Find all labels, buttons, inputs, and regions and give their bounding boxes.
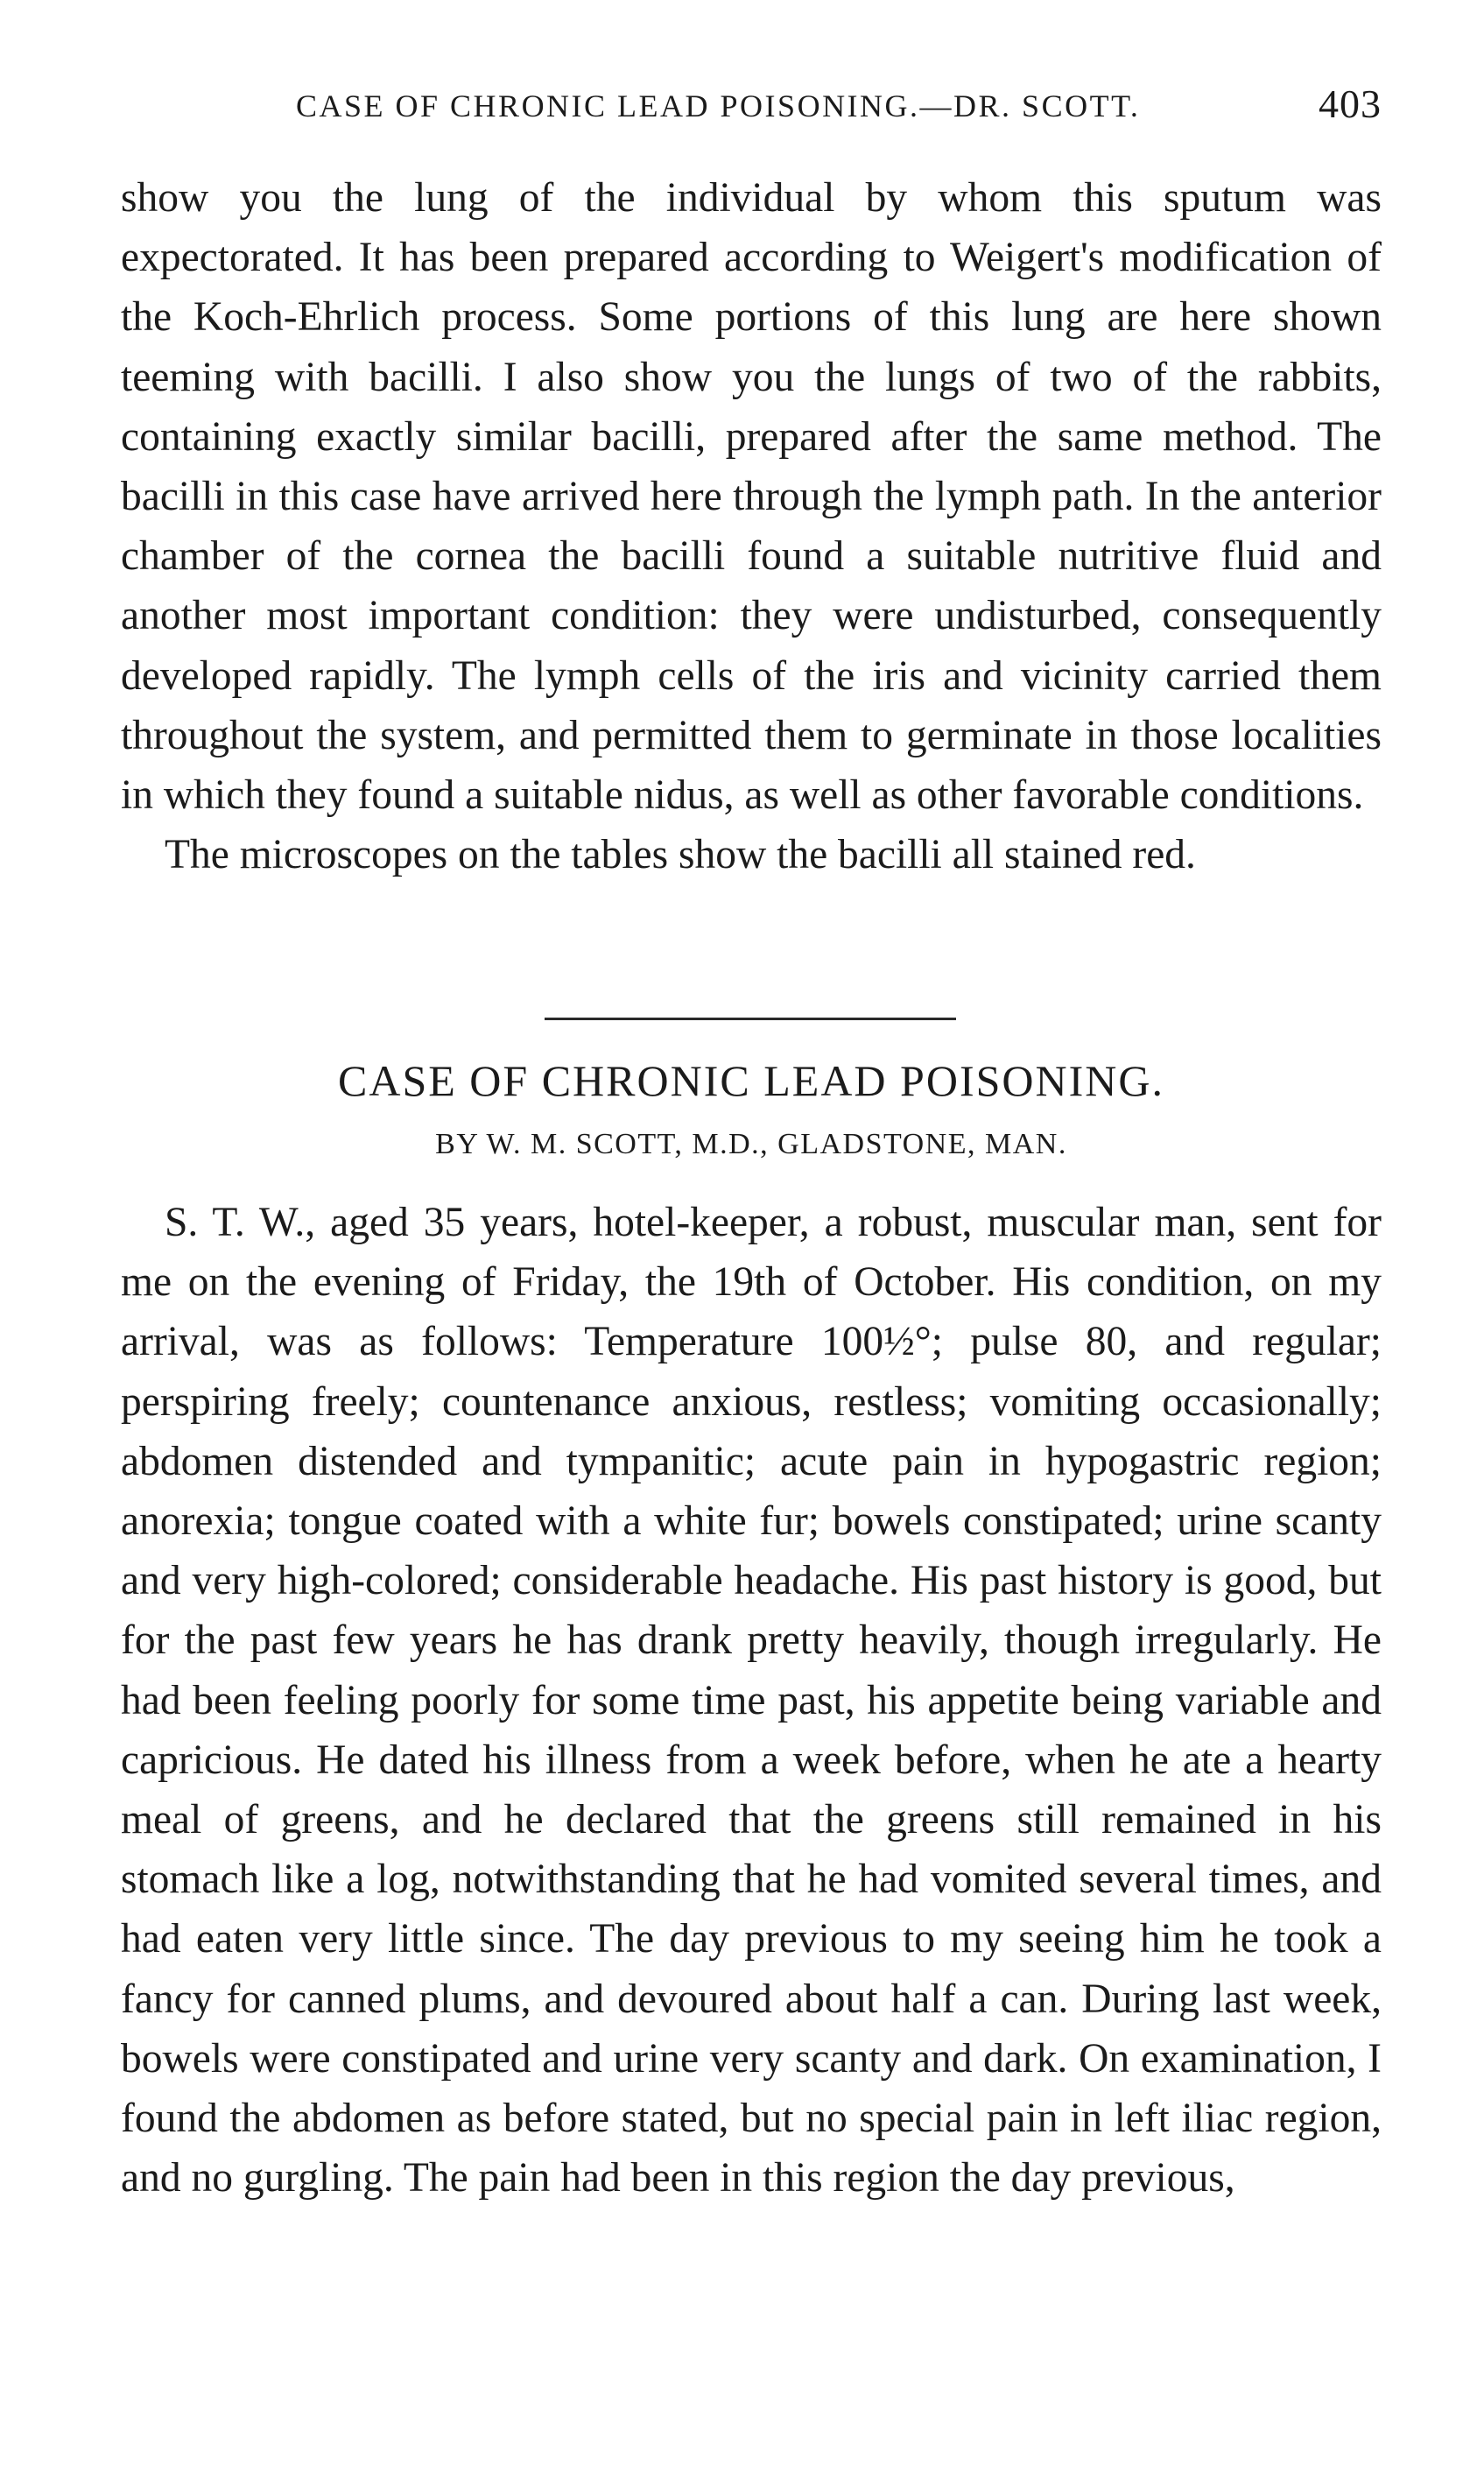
microscopes-paragraph: The microscopes on the tables show the bacilli all stained red. bbox=[165, 832, 1196, 878]
section-divider bbox=[545, 1018, 956, 1020]
article-body bbox=[121, 1193, 1382, 2208]
article-paragraph: S. T. W., aged 35 years, hotel-keeper, a robust, muscular man, sent for me on the evening of Friday, the 19th of October. His condition, on my arrival, was as follows: Temperature 100½°; pulse 80, and regular; perspiring freely; countenance anxious, restless; vomiting occasionally; abdomen distended and tympanitic; acute pain in hypogastric region; anorexia; tongue coated with a white fur; bowels constipated; urine scanty and very high-colored; considerable headache. His past history is good, but for the past few years he has drank pretty heavily, though irregularly. He had been feeling poorly for some time past, his appetite being variable and capricious. He dated his illness from a week before, when he ate a hearty meal of greens, and he declared that the greens still remained in his stomach like a log, notwithstanding that he had vomited several times, and had eaten very little since. The day previous to my seeing him he took a fancy for canned plums, and devoured about half a can. During last week, bowels were constipated and urine very scanty and dark. On examination, I found the abdomen as before stated, but no special pain in left iliac region, and no gurgling. The pain had been in this region the day previous, bbox=[121, 1200, 1382, 2202]
running-title: CASE OF CHRONIC LEAD POISONING.—DR. SCOTT. bbox=[296, 88, 1141, 123]
article-title: CASE OF CHRONIC LEAD POISONING. bbox=[337, 1056, 1164, 1105]
continued-paragraph: show you the lung of the individual by whom this sputum was expectorated. It has been prepared according to Weigert's modification of the Koch-Ehrlich process. Some portions of this lung are here shown teeming with bacilli. I also show you the lungs of two of the rabbits, containing exactly similar bacilli, prepared after the same method. The bacilli in this case have arrived here through the lymph path. In the anterior chamber of the cornea the bacilli found a suitable nutritive fluid and another most important condition: they were undisturbed, consequently developed rapidly. The lymph cells of the iris and vicinity carried them throughout the system, and permitted them to germinate in those localities in which they found a suitable nidus, as well as other favorable conditions. bbox=[121, 175, 1382, 819]
continued-text bbox=[121, 168, 1382, 884]
running-head bbox=[121, 81, 1382, 133]
page-number: 403 bbox=[1319, 81, 1382, 126]
article-byline: BY W. M. SCOTT, M.D., GLADSTONE, MAN. bbox=[435, 1128, 1067, 1160]
